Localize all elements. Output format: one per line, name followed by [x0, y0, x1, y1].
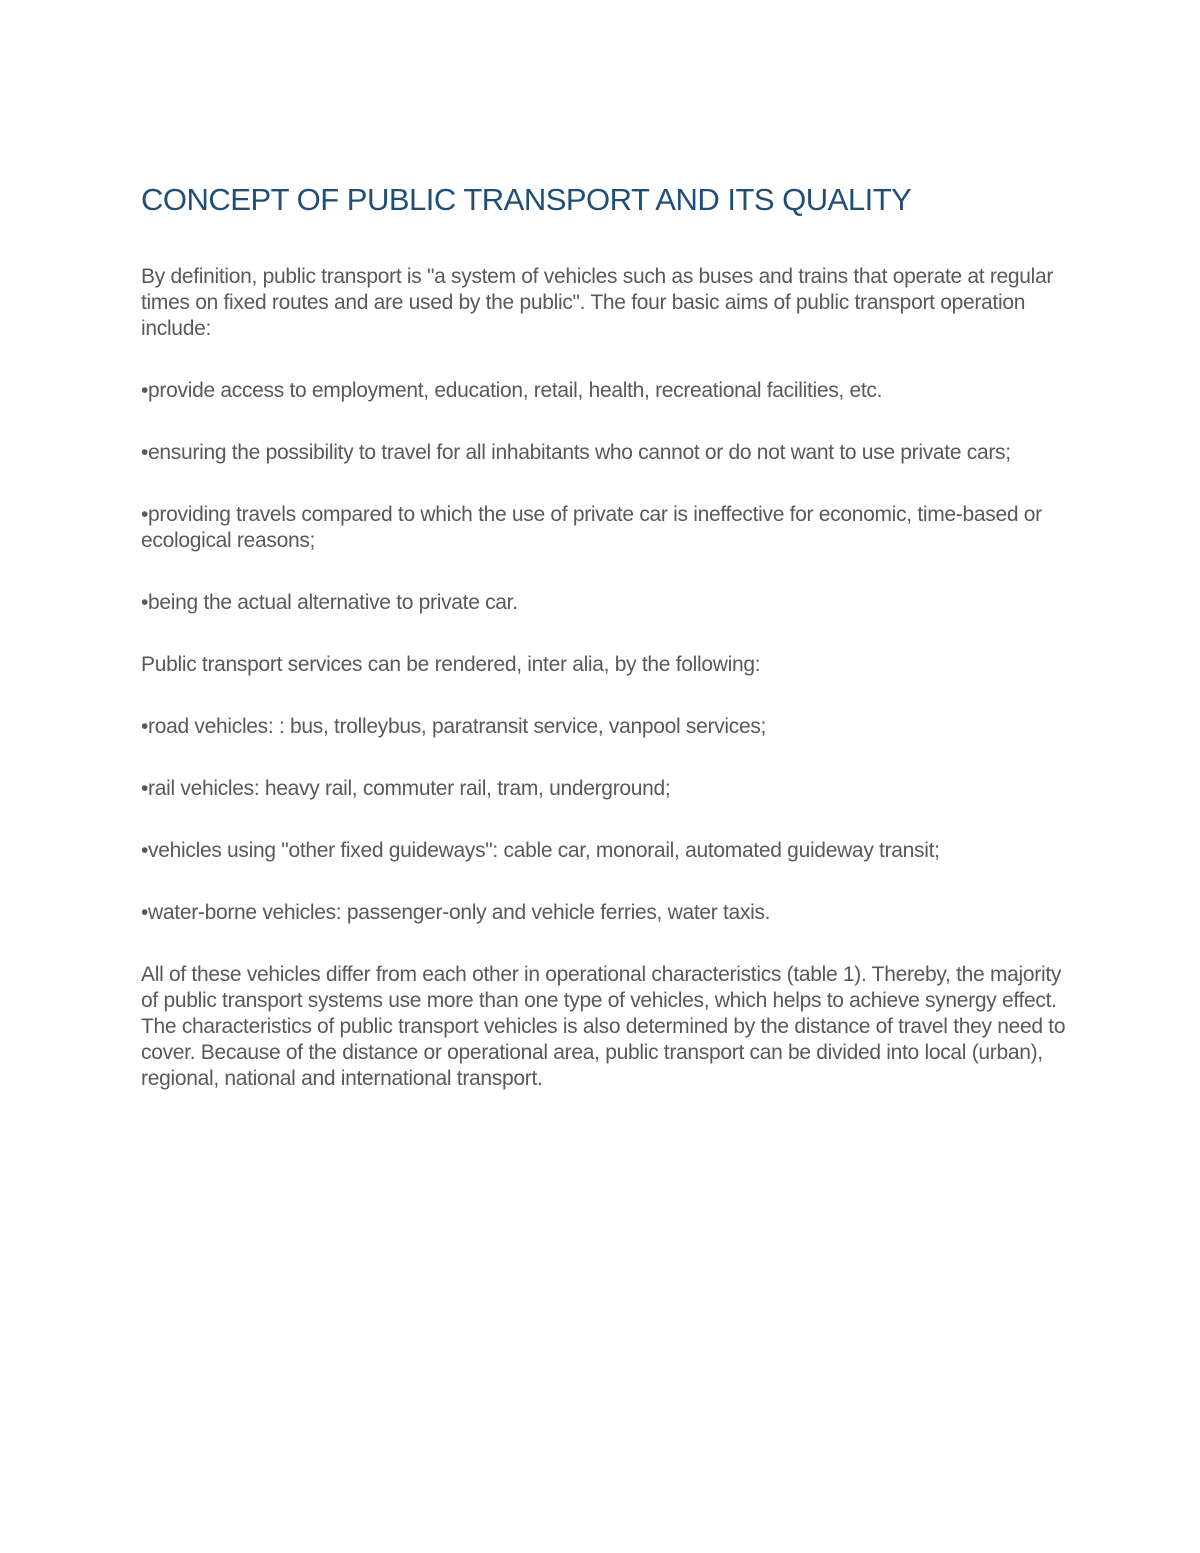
service-bullet-guideways: •vehicles using "other fixed guideways": cable car, monorail, automated guideway transit; — [141, 839, 940, 862]
aim-bullet-alternative: •being the actual alternative to private car. — [141, 591, 518, 614]
aim-bullet-travel-possibility: •ensuring the possibility to travel for all inhabitants who cannot or do not want to use private cars; — [141, 441, 1011, 464]
intro-paragraph: By definition, public transport is "a system of vehicles such as buses and trains that operate at regular times on fixed routes and are used by the public". The four basic aims of public transport operation include: — [141, 265, 1054, 340]
services-intro-paragraph: Public transport services can be rendered, inter alia, by the following: — [141, 653, 761, 676]
service-bullet-rail: •rail vehicles: heavy rail, commuter rail, tram, underground; — [141, 777, 671, 800]
service-bullet-road: •road vehicles: : bus, trolleybus, paratransit service, vanpool services; — [141, 715, 767, 738]
aim-bullet-access: •provide access to employment, education, retail, health, recreational facilities, etc. — [141, 379, 883, 402]
aim-bullet-efficiency: •providing travels compared to which the use of private car is ineffective for economic, time-based or ecological reasons; — [141, 503, 1042, 552]
document-title: CONCEPT OF PUBLIC TRANSPORT AND ITS QUALITY — [141, 182, 912, 217]
service-bullet-water: •water-borne vehicles: passenger-only and vehicle ferries, water taxis. — [141, 901, 771, 924]
document-page — [141, 180, 1071, 1092]
closing-paragraph: All of these vehicles differ from each other in operational characteristics (table 1). Thereby, the majority of public transport systems use more than one type of vehicles, which helps to achieve synergy effect. The characteristics of public transport vehicles is also determined by the distance of travel they need to cover. Because of the distance or operational area, public transport can be divided into local (urban), regional, national and international transport. — [141, 963, 1066, 1090]
